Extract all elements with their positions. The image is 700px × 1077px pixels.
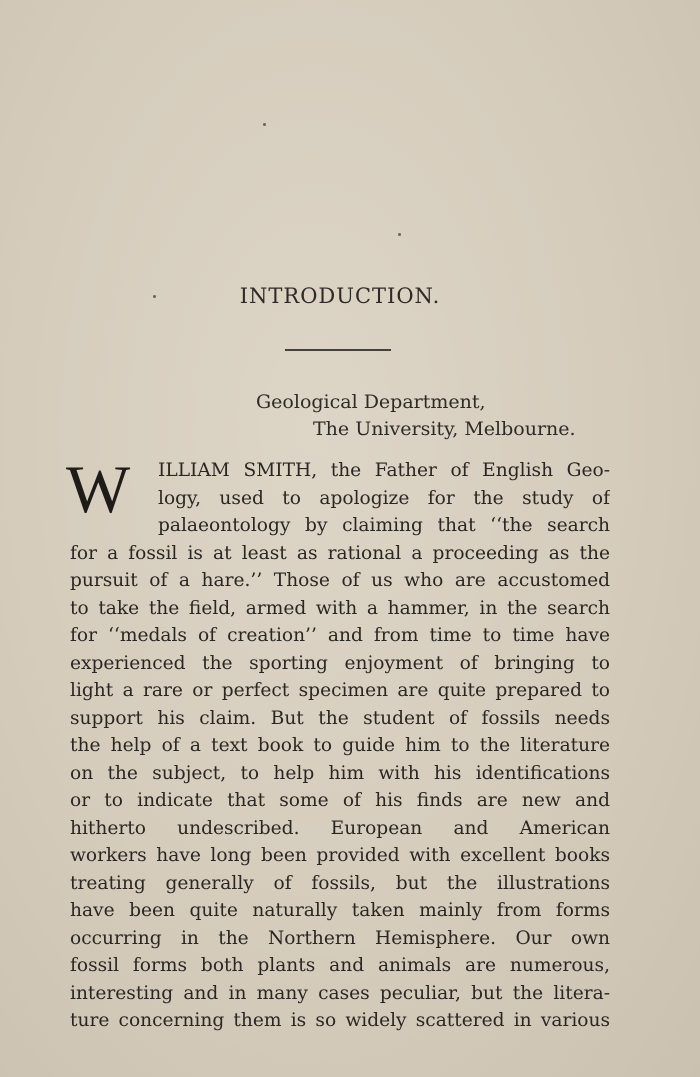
text-line: experienced the sporting enjoyment of bringing to [70, 652, 610, 674]
introduction-paragraph [70, 457, 610, 1035]
text-line: palaeontology by claiming that ‘‘the search [158, 515, 610, 536]
text-line: fossil forms both plants and animals are numerous, [70, 955, 610, 976]
drop-cap: W [66, 451, 131, 527]
address-line-1: Geological Department, [256, 391, 486, 413]
text-line: workers have long been provided with excellent books [70, 845, 610, 866]
text-line: for a fossil is at least as rational a proceeding as the [70, 542, 610, 564]
text-line: have been quite naturally taken mainly from forms [70, 900, 610, 921]
text-line: or to indicate that some of his finds are new and [70, 790, 610, 811]
text-line: the help of a text book to guide him to the literature [70, 735, 610, 756]
text-line: ILLIAM SMITH, the Father of English Geo- [158, 460, 610, 481]
page-title: INTRODUCTION. [239, 284, 441, 308]
text-line: to take the field, armed with a hammer, in the search [70, 597, 610, 619]
title-divider [285, 349, 391, 351]
text-line: hitherto undescribed. European and American [70, 817, 610, 839]
paper-fleck [398, 233, 401, 236]
text-line: pursuit of a hare.’’ Those of us who are accustomed [70, 570, 610, 591]
text-line: light a rare or perfect specimen are quite prepared to [70, 680, 610, 701]
text-line: support his claim. But the student of fossils needs [70, 707, 610, 729]
address-line-2: The University, Melbourne. [313, 418, 576, 440]
text-line: interesting and in many cases peculiar, but the litera- [70, 982, 610, 1004]
paper-fleck [263, 123, 266, 126]
text-line: on the subject, to help him with his identifications [70, 762, 610, 784]
text-line: occurring in the Northern Hemisphere. Our own [70, 927, 610, 949]
text-line: treating generally of fossils, but the illustrations [70, 872, 610, 894]
text-line: logy, used to apologize for the study of [158, 487, 610, 509]
text-line: for ‘‘medals of creation’’ and from time to time have [70, 625, 610, 646]
text-line: ture concerning them is so widely scattered in various [70, 1010, 610, 1031]
